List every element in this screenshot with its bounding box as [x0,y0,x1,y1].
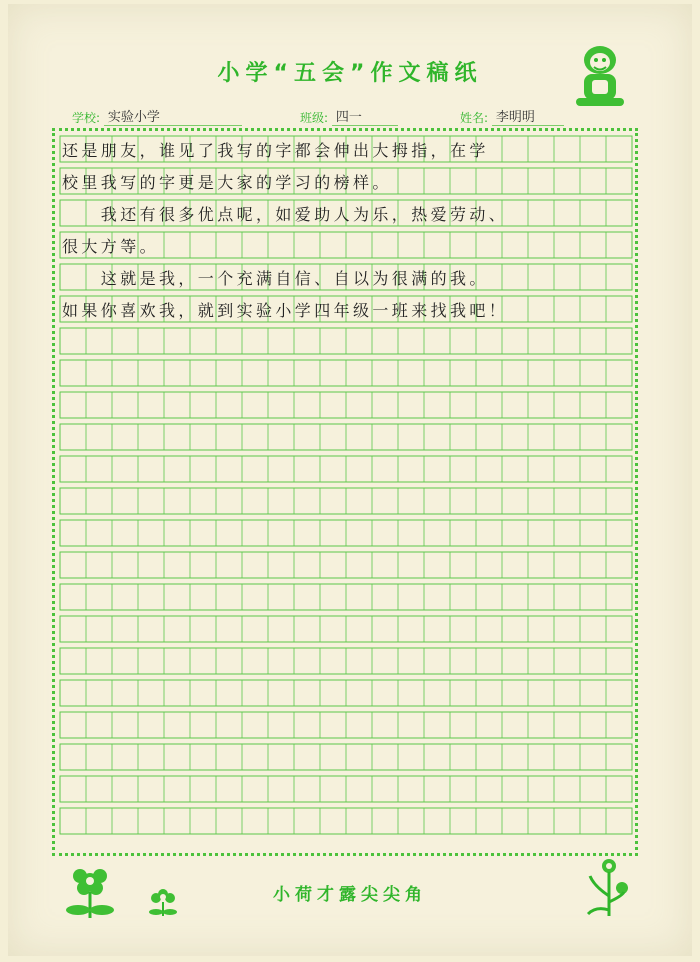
flower-decoration-icon [58,862,122,922]
class-value: 四一 [332,106,398,126]
essay-line: 很大方等。 [62,236,160,256]
essay-line: 我还有很多优点呢，如爱助人为乐，热爱劳动、 [62,204,509,224]
essay-line: 如果你喜欢我，就到实验小学四年级一班来找我吧！ [62,300,509,320]
school-value: 实验小学 [104,106,242,126]
essay-line: 这就是我，一个充满自信、自以为很满的我。 [62,268,489,288]
essay-line: 还是朋友，谁见了我写的字都会伸出大拇指，在学 [62,140,489,160]
page-title: 小学“五会”作文稿纸 [217,61,483,86]
class-label: 班级: [300,111,329,125]
name-label: 姓名: [460,111,489,125]
school-label: 学校: [72,111,101,125]
plant-decoration-icon [584,856,634,918]
small-flower-icon [146,884,180,918]
name-value: 李明明 [492,106,564,126]
footer-slogan: 小荷才露尖尖角 [273,885,427,905]
essay-line: 校里我写的字更是大家的学习的榜样。 [62,172,392,192]
